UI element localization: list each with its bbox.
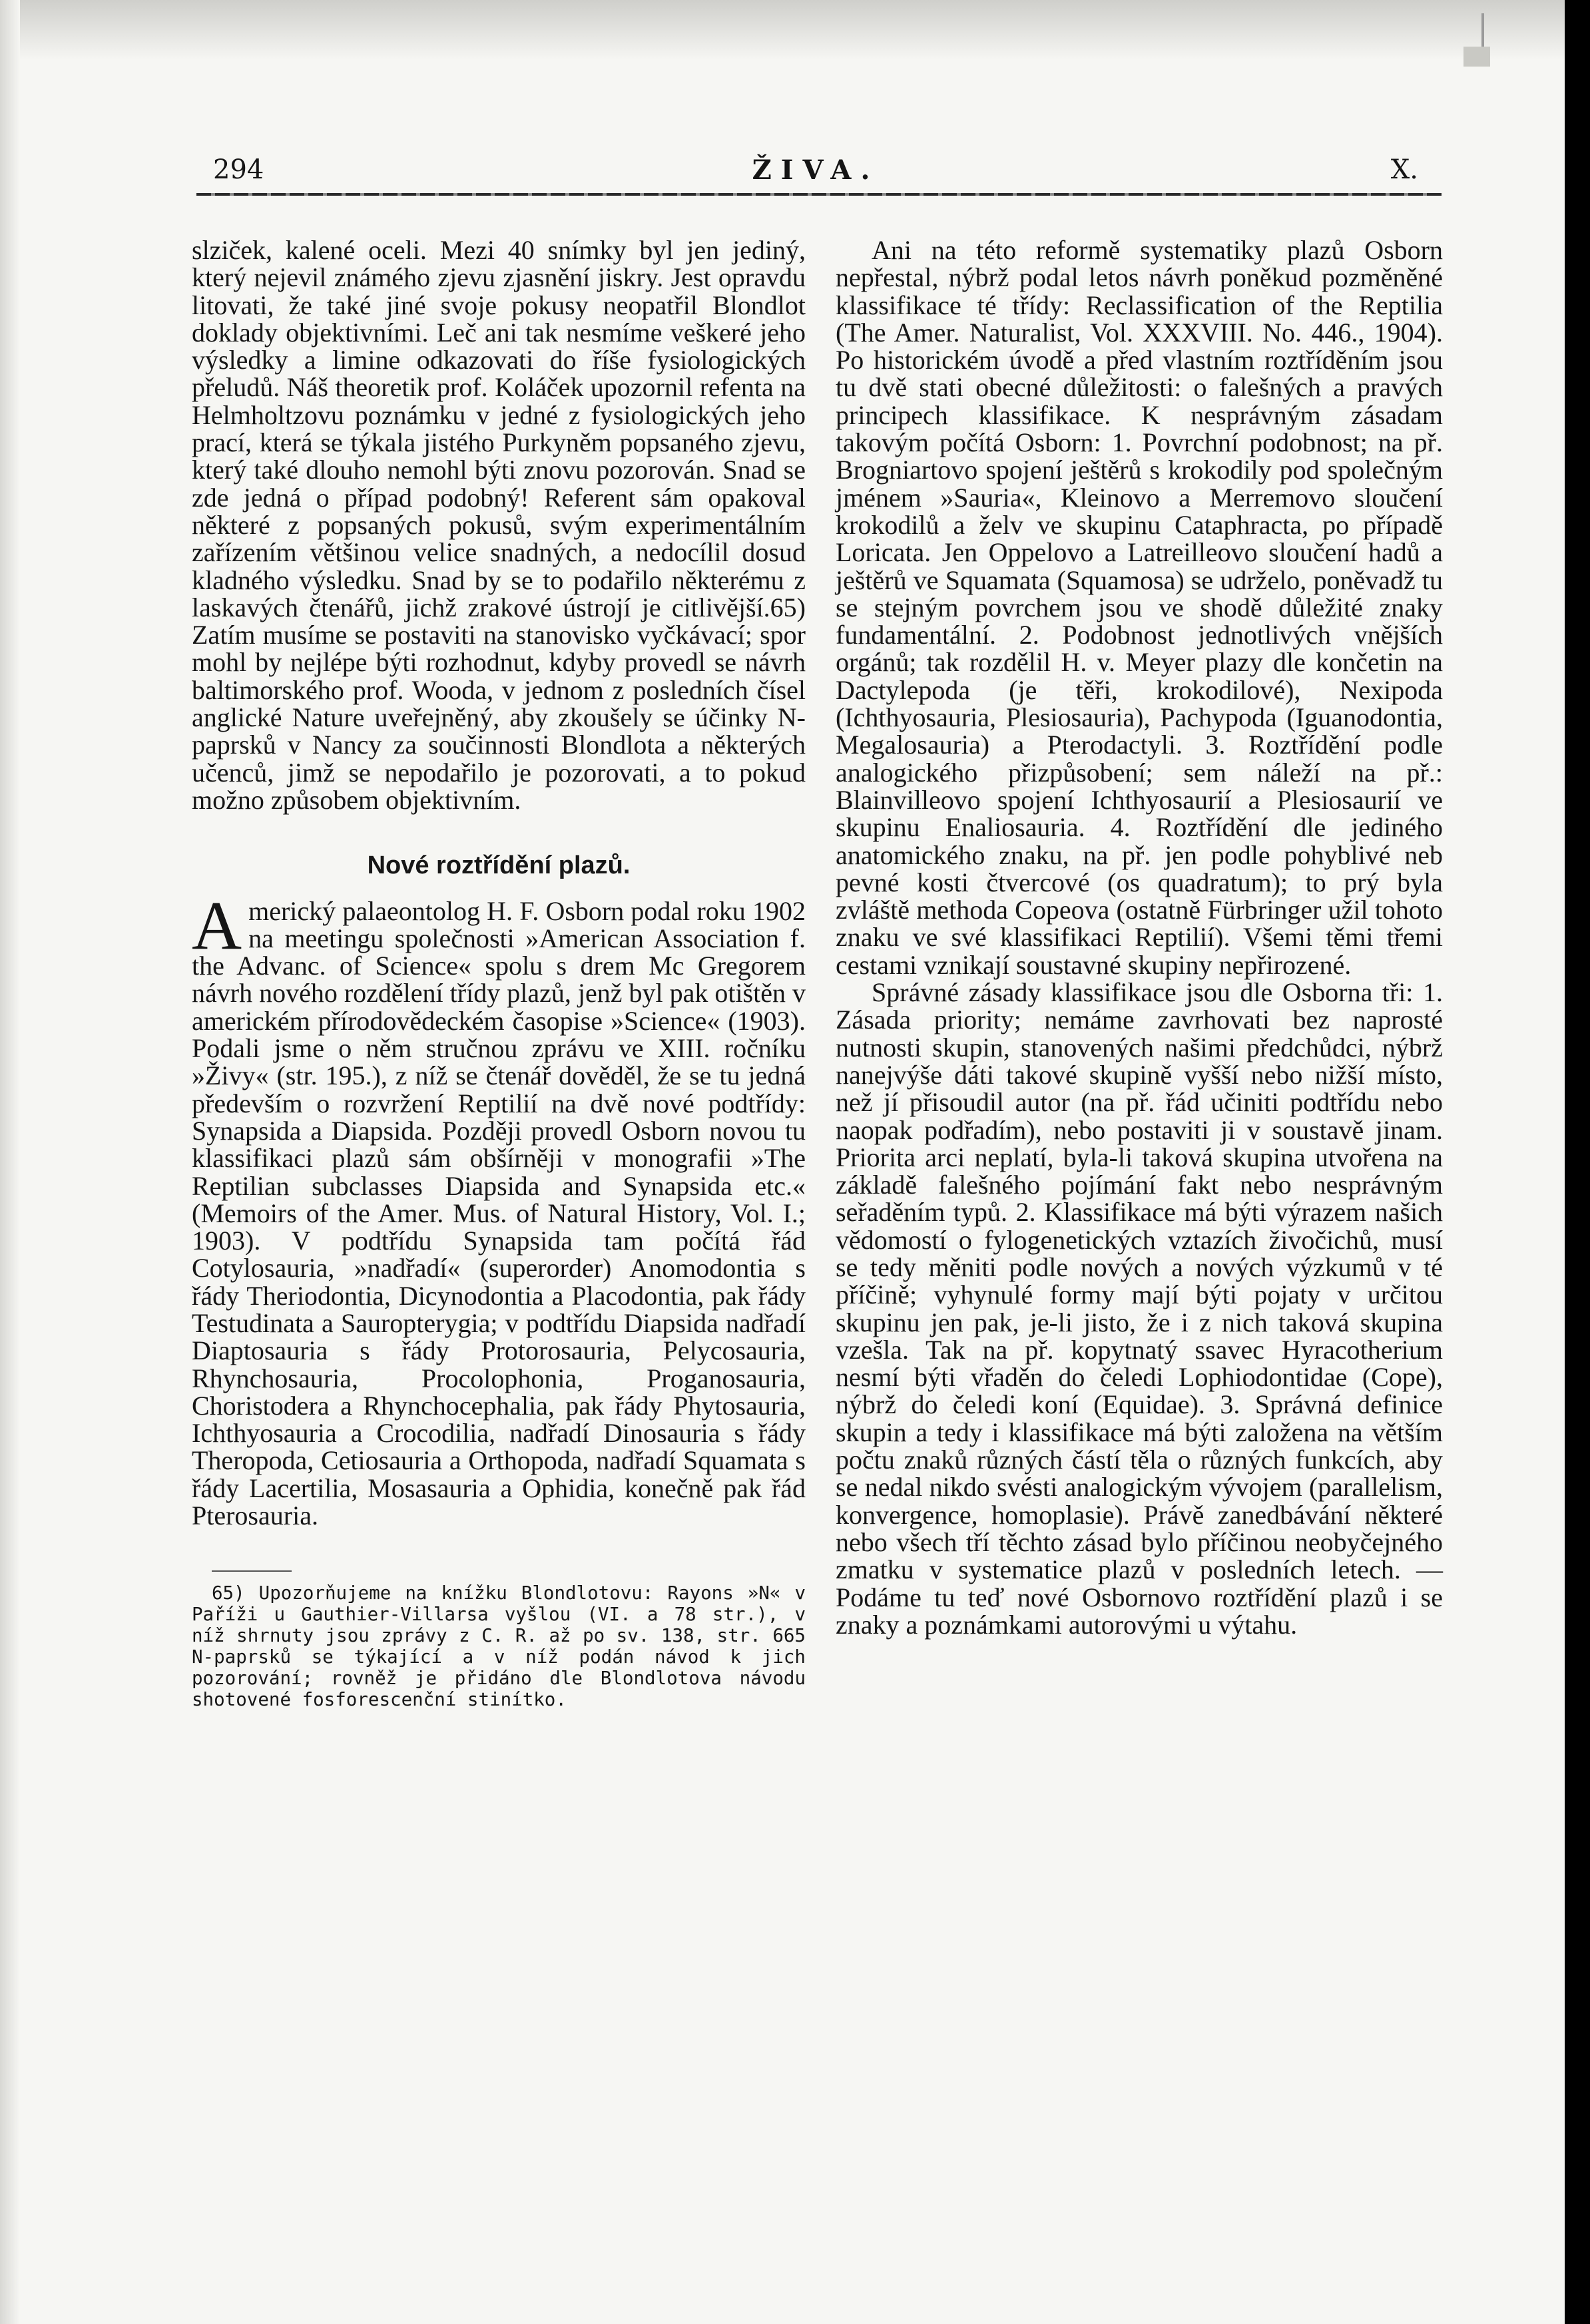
header-rule <box>196 193 1442 196</box>
left-column <box>192 236 806 1710</box>
footnote-text: 65) Upozorňujeme na knížku Blondlotovu: Rayons »N« v Paříži u Gauthier-Villarsa vyšlou (VI. a 78 str.), v níž shrnuty jsou zprávy z C. R. až po sv. 138, str. 665 N-paprsků se týkající a v níž podán návod k jich pozorování; rovněž je přidáno dle Blondlotova návodu shotovené fosforescenční stinítko. <box>192 1582 806 1711</box>
running-header <box>213 148 1418 194</box>
left-paragraph-2-text: merický palaeontolog H. F. Osborn podal roku 1902 na meetingu společnosti »American Association f. the Advanc. of Science« spolu s drem Mc Gregorem návrh nového rozdělení třídy plazů, jenž byl pak otištěn v americkém přírodovědeckém časopise »Science« (1903). Podali jsme o něm stručnou zprávu ve XIII. ročníku »Živy« (str. 195.), z níž se čtenář dověděl, že se tu jedná především o rozvržení Reptilií na dvě nové podtřídy: Synapsida a Diapsida. Později provedl Osborn novou tu klassifikaci plazů sám obšírněji v monografii »The Reptilian subclasses Diapsida and Synapsida etc.« (Memoirs of the Amer. Mus. of Natural History, Vol. I.; 1903). V podtřídu Synapsida tam počítá řád Cotylosauria, »nadřadí« (superorder) Anomodontia s řády Theriodontia, Dicynodontia a Placodontia, pak řády Testudinata a Sauropterygia; v podtřídu Diapsida nadřadí Diaptosauria s řády Protorosauria, Pelycosauria, Rhynchosauria, Procolophonia, Proganosauria, Choristodera a Rhynchocephalia, pak řády Phytosauria, Ichthyosauria a Crocodilia, nadřadí Dinosauria s řády Theropoda, Cetiosauria a Orthopoda, nadřadí Squamata s řády Lacertilia, Mosasauria a Ophidia, konečně pak řád Pterosauria. <box>192 895 806 1531</box>
left-paragraph-1: slziček, kalené oceli. Mezi 40 snímky byl jen jediný, který nejevil známého zjevu zjasnění jiskry. Jest opravdu litovati, že také jiné svoje pokusy neopatřil Blondlot doklady objektivními. Leč ani tak nesmíme veškeré jeho výsledky a limine odkazovati do říše fysiologických přeludů. Náš theoretik prof. Koláček upozornil refenta na Helmholtzovu poznámku v jedné z fysiologických jeho prací, která se týkala jistého Purkyněm popsaného zjevu, který také dlouho nemohl býti znovu pozorován. Snad se zde jedná o případ podobný! Referent sám opakoval některé z popsaných pokusů, svým experimentálním zařízením většinou velice snadných, a nedocílil dosud kladného výsledku. Snad by se to podařilo některému z laskavých čtenářů, jichž zrakové ústrojí je citlivější.65) Zatím musíme se postaviti na stanovisko vyčkávací; spor mohl by nejlépe býti rozhodnut, kdyby provedl se návrh baltimorského prof. Wooda, v jednom z posledních čísel anglické Nature uveřejněný, aby zkoušely se účinky N-paprsků v Nancy za součinnosti Blondlota a některých učenců, jimž se nepodařilo je pozorovati, a to pokud možno způsobem objektivním. <box>192 235 806 815</box>
journal-title: ŽIVA. <box>752 154 880 186</box>
scan-mark <box>1463 47 1490 67</box>
left-paragraph-2 <box>192 887 806 1531</box>
page-number: 294 <box>213 154 264 185</box>
footnote-rule <box>212 1570 292 1572</box>
section-heading: Nové roztřídění plazů. <box>367 851 631 880</box>
footnote <box>192 1582 806 1710</box>
scan-shadow-left <box>0 0 20 2324</box>
right-column <box>836 236 1443 1638</box>
right-paragraph-2: Správné zásady klassifikace jsou dle Osborna tři: 1. Zásada priority; nemáme zavrhovati bez naprosté nutnosti skupin, stanovených našimi předchůdci, nýbrž nanejvýše dáti takové skupině vyšší nebo nižší místo, než jí přisoudil autor (na př. řád učiniti podtřídu nebo naopak podřadím), nebo postaviti ji v soustavě jinam. Priorita arci neplatí, byla-li taková skupina utvořena na základě falešného pojímání fakt nebo nesprávným seřaděním typů. 2. Klassifikace má býti výrazem našich vědomostí o fylogenetických vztazích živočichů, musí se tedy měniti podle nových a nových výzkumů v té příčině; vyhynulé formy mají býti pojaty v určitou skupinu jen pak, je-li jisto, že i z nich taková skupina vzešla. Tak na př. kopytnatý ssavec Hyracotherium nesmí býti vřaděn do čeledi Lophiodontidae (Cope), nýbrž do čeledi koní (Equidae). 3. Správná definice skupin a tedy i klassifikace má býti založena na větším počtu znaků různých částí těla o různých funkcích, aby se nedal nikdo svésti analogickým vývojem (parallelism, konvergence, homoplasie). Právě zanedbávání některé nebo všech tří těchto zásad bylo příčinou neobyčejného zmatku v systematice plazů v posledních letech. — Podáme tu teď nové Osbornovo roztřídění plazů i se znaky a poznámkami autorovými u výtahu. <box>836 977 1443 1640</box>
scan-shadow-top <box>0 0 1565 60</box>
volume-number: X. <box>1390 154 1418 185</box>
drop-cap: A <box>192 887 242 964</box>
right-paragraph-1: Ani na této reformě systematiky plazů Osborn nepřestal, nýbrž podal letos návrh poněkud pozměněné klassifikace té třídy: Reclassification of the Reptilia (The Amer. Naturalist, Vol. XXXVIII. No. 446., 1904). Po historickém úvodě a před vlastním roztříděním jsou tu dvě stati obecné důležitosti: o falešných a pravých principech klassifikace. K nesprávným zásadam takovým počítá Osborn: 1. Povrchní podobnost; na př. Brogniartovo spojení ještěrů s krokodily pod společným jménem »Sauria«, Kleinovo a Merremovo sloučení krokodilů a želv ve skupinu Cataphracta, po případě Loricata. Jen Oppelovo a Latreilleovo sloučení hadů a ještěrů ve Squamata (Squamosa) se udrželo, poněvadž tu se stejným povrchem jsou ve shodě důležité znaky fundamentální. 2. Podobnost jednotlivých vnějších orgánů; tak rozdělil H. v. Meyer plazy dle končetin na Dactylepoda (je těři, krokodilové), Nexipoda (Ichthyosauria, Plesiosauria), Pachypoda (Iguanodontia, Megalosauria) a Pterodactyli. 3. Roztřídění podle analogického přizpůsobení; sem náleží na př.: Blainvilleovo spojení Ichthyosaurií a Plesiosaurií ve skupinu Enaliosauria. 4. Roztřídění dle jediného anatomického znaku, na př. jen podle pohyblivé neb pevné kosti čtvercové (os quadratum); to prý byla zvláště methoda Copeova (ostatně Fürbringer užil tohoto znaku ve své klassifikaci Reptilií). Všemi těmi třemi cestami vznikají soustavné skupiny nepřirozené. <box>836 235 1443 980</box>
